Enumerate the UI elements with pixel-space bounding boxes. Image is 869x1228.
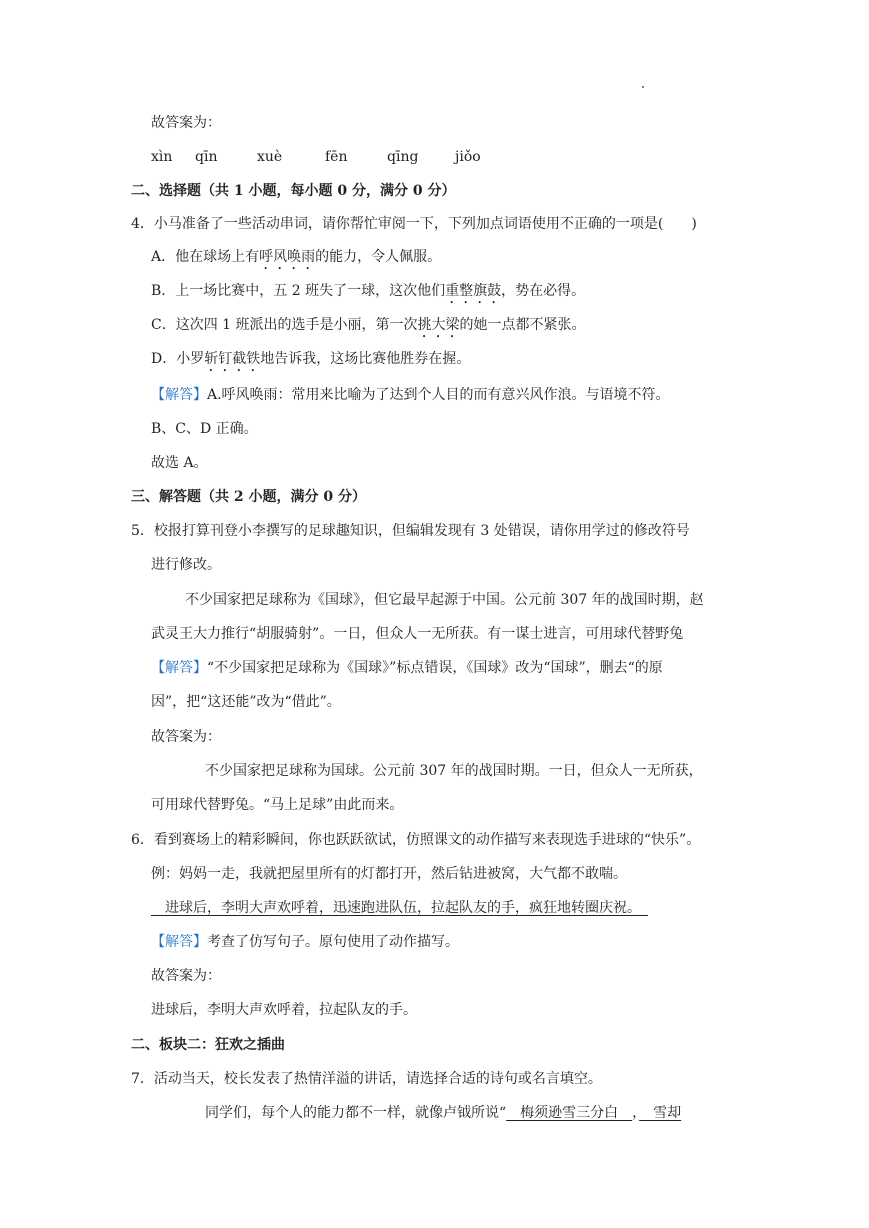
dotted-word-b: 重整旗鼓 [445, 283, 502, 299]
q6-solution-line-3: 进球后，李明大声欢呼着，拉起队友的手。 [151, 1002, 417, 1018]
answer-label: 故答案为： [151, 115, 221, 131]
q5-solution-line-5: 可用球代替野兔。“马上足球”由此而来。 [151, 797, 404, 813]
q6-filled-answer: 进球后，李明大声欢呼着，迅速跑进队伍，拉起队友的手，疯狂地转圈庆祝。 [151, 900, 648, 916]
pinyin-1: xìn [151, 149, 173, 165]
dotted-word-d: 斩钉截铁 [204, 351, 261, 367]
q7-blank-2: 雪却 [639, 1105, 682, 1121]
q5-passage-1: 不少国家把足球称为《国球》，但它最早起源于中国。公元前 307 年的战国时期，赵 [185, 592, 704, 608]
pinyin-5: qīng [387, 149, 419, 165]
q6-solution-line-2: 故答案为： [151, 968, 221, 984]
q4-solution: 【解答】A.呼风唤雨：常用来比喻为了达到个人目的而有意兴风作浪。与语境不符。 [151, 387, 670, 403]
q5-solution: 【解答】“不少国家把足球称为《国球》”标点错误，《国球》改为“国球”，删去“的原 [151, 660, 663, 676]
solution-tag: 【解答】 [151, 660, 207, 676]
q7-blank-1: 梅须逊雪三分白 [506, 1105, 633, 1121]
q5-passage-2: 武灵王大力推行“胡服骑射”。一日，但众人一无所获。有一谋士进言，可用球代替野兔 [151, 626, 684, 642]
pinyin-answer-row [151, 147, 481, 167]
option-a: A．他在球场上有呼风唤雨的能力，令人佩服。 [151, 249, 442, 265]
dotted-word-c: 挑大梁 [417, 317, 460, 333]
pinyin-6: jiǒo [455, 149, 481, 165]
stray-dot-mark [642, 86, 644, 88]
solution-tag: 【解答】 [151, 934, 207, 950]
q5-solution-line-3: 故答案为： [151, 729, 221, 745]
question-5-stem-2: 进行修改。 [151, 557, 221, 573]
block-heading: 二、板块二：狂欢之插曲 [131, 1037, 285, 1053]
section-heading-answer: 三、解答题（共 2 小题，满分 0 分） [131, 489, 366, 505]
solution-tag: 【解答】 [151, 387, 207, 403]
q4-solution-line-3: 故选 A。 [151, 455, 208, 471]
q5-solution-line-4: 不少国家把足球称为国球。公元前 307 年的战国时期。一日，但众人一无所获， [205, 763, 703, 779]
dotted-word-a: 呼风唤雨 [259, 249, 316, 265]
section-heading-choice: 二、选择题（共 1 小题，每小题 0 分，满分 0 分） [131, 183, 456, 199]
q5-solution-line-2: 因”，把“这还能”改为“借此”。 [151, 694, 341, 710]
question-6-stem: 6．看到赛场上的精彩瞬间，你也跃跃欲试，仿照课文的动作描写来表现选手进球的“快乐”。 [131, 832, 701, 848]
option-c: C．这次四 1 班派出的选手是小丽，第一次挑大梁的她一点都不紧张。 [151, 317, 586, 333]
q4-solution-line-2: B、C、D 正确。 [151, 421, 258, 437]
question-7-stem: 7．活动当天，校长发表了热情洋溢的讲话，请选择合适的诗句或名言填空。 [131, 1071, 602, 1087]
pinyin-3: xuè [257, 149, 283, 165]
option-b: B．上一场比赛中，五 2 班失了一球，这次他们重整旗鼓，势在必得。 [151, 283, 586, 299]
q6-example: 例：妈妈一走，我就把屋里所有的灯都打开，然后钻进被窝，大气都不敢喘。 [151, 866, 627, 882]
q6-solution: 【解答】考查了仿写句子。原句使用了动作描写。 [151, 934, 459, 950]
option-d: D．小罗斩钉截铁地告诉我，这场比赛他胜券在握。 [151, 351, 471, 367]
question-4-stem: 4．小马准备了一些活动串词，请你帮忙审阅一下，下列加点词语使用不正确的一项是( ) [131, 216, 697, 232]
question-5-stem: 5．校报打算刊登小李撰写的足球趣知识，但编辑发现有 3 处错误，请你用学过的修改符号 [131, 523, 690, 539]
pinyin-4: fēn [325, 149, 348, 165]
pinyin-2: qīn [195, 149, 218, 165]
q7-passage: 同学们，每个人的能力都不一样，就像卢钺所说“ 梅须逊雪三分白 ， 雪却 [205, 1105, 682, 1121]
